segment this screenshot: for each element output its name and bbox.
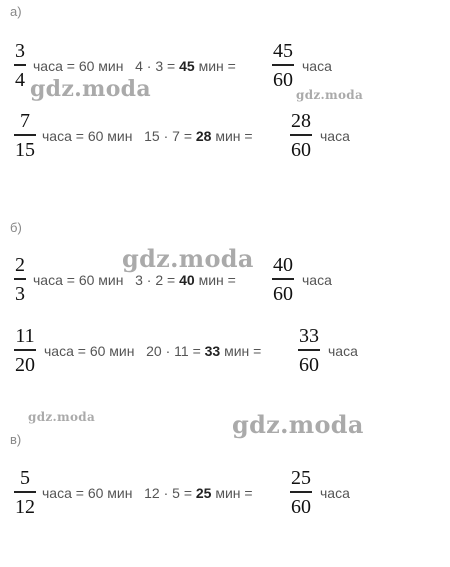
- equation-post: мин =: [194, 272, 236, 288]
- denominator: 4: [15, 68, 25, 91]
- equation-result: 28: [195, 128, 212, 144]
- numerator: 25: [291, 467, 311, 489]
- numerator: 3: [15, 40, 25, 62]
- denominator: 60: [291, 495, 311, 518]
- section-c-label: в): [10, 432, 22, 447]
- watermark: gdz.moda: [122, 244, 254, 273]
- numerator: 45: [273, 40, 293, 62]
- equation-result: 25: [195, 485, 212, 501]
- denominator: 12: [15, 495, 35, 518]
- fraction-bar: [298, 349, 320, 351]
- unit-text: часа: [328, 343, 358, 359]
- unit-text: часа: [302, 58, 332, 74]
- equation-post: мин =: [194, 58, 236, 74]
- equation-post: мин =: [211, 485, 253, 501]
- fraction-right: [272, 40, 294, 91]
- unit-text: часа: [320, 128, 350, 144]
- equation-pre: часа = 60 мин 12 · 5 =: [42, 485, 196, 501]
- unit-text: часа: [320, 485, 350, 501]
- fraction-bar: [14, 349, 36, 351]
- denominator: 60: [273, 282, 293, 305]
- equation-text: [44, 343, 261, 359]
- numerator: 5: [20, 467, 30, 489]
- numerator: 2: [15, 254, 25, 276]
- equation-pre: часа = 60 мин 4 · 3 =: [33, 58, 180, 74]
- unit-text: часа: [302, 272, 332, 288]
- denominator: 60: [273, 68, 293, 91]
- watermark: gdz.moda: [232, 410, 364, 439]
- numerator: 33: [299, 325, 319, 347]
- equation-text: [33, 272, 236, 288]
- fraction-right: [290, 110, 312, 161]
- equation-post: мин =: [220, 343, 262, 359]
- fraction-left: [14, 325, 36, 376]
- fraction-bar: [272, 64, 294, 66]
- watermark: gdz.moda: [30, 76, 151, 102]
- fraction-bar: [272, 278, 294, 280]
- denominator: 3: [15, 282, 25, 305]
- denominator: 20: [15, 353, 35, 376]
- equation-pre: часа = 60 мин 15 · 7 =: [42, 128, 196, 144]
- equation-result: 40: [179, 272, 195, 288]
- fraction-bar: [14, 278, 26, 280]
- section-b-label: б): [10, 220, 22, 235]
- numerator: 28: [291, 110, 311, 132]
- denominator: 15: [15, 138, 35, 161]
- fraction-right: [272, 254, 294, 305]
- watermark: gdz.moda: [296, 88, 364, 102]
- denominator: 60: [299, 353, 319, 376]
- equation-pre: часа = 60 мин 3 · 2 =: [33, 272, 180, 288]
- watermark: gdz.moda: [28, 410, 96, 424]
- numerator: 7: [20, 110, 30, 132]
- fraction-bar: [14, 64, 26, 66]
- denominator: 60: [291, 138, 311, 161]
- equation-result: 33: [204, 343, 221, 359]
- fraction-right: [290, 467, 312, 518]
- fraction-bar: [290, 491, 312, 493]
- fraction-bar: [290, 134, 312, 136]
- equation-text: [33, 58, 236, 74]
- fraction-right: [298, 325, 320, 376]
- fraction-left: [14, 467, 36, 518]
- equation-result: 45: [179, 58, 195, 74]
- equation-text: [42, 128, 253, 144]
- section-a-label: а): [10, 4, 22, 19]
- fraction-bar: [14, 491, 36, 493]
- numerator: 11: [15, 325, 35, 347]
- equation-text: [42, 485, 253, 501]
- numerator: 40: [273, 254, 293, 276]
- fraction-bar: [14, 134, 36, 136]
- equation-post: мин =: [211, 128, 253, 144]
- fraction-left: [14, 110, 36, 161]
- equation-pre: часа = 60 мин 20 · 11 =: [44, 343, 205, 359]
- fraction-left: [14, 254, 26, 305]
- fraction-left: [14, 40, 26, 91]
